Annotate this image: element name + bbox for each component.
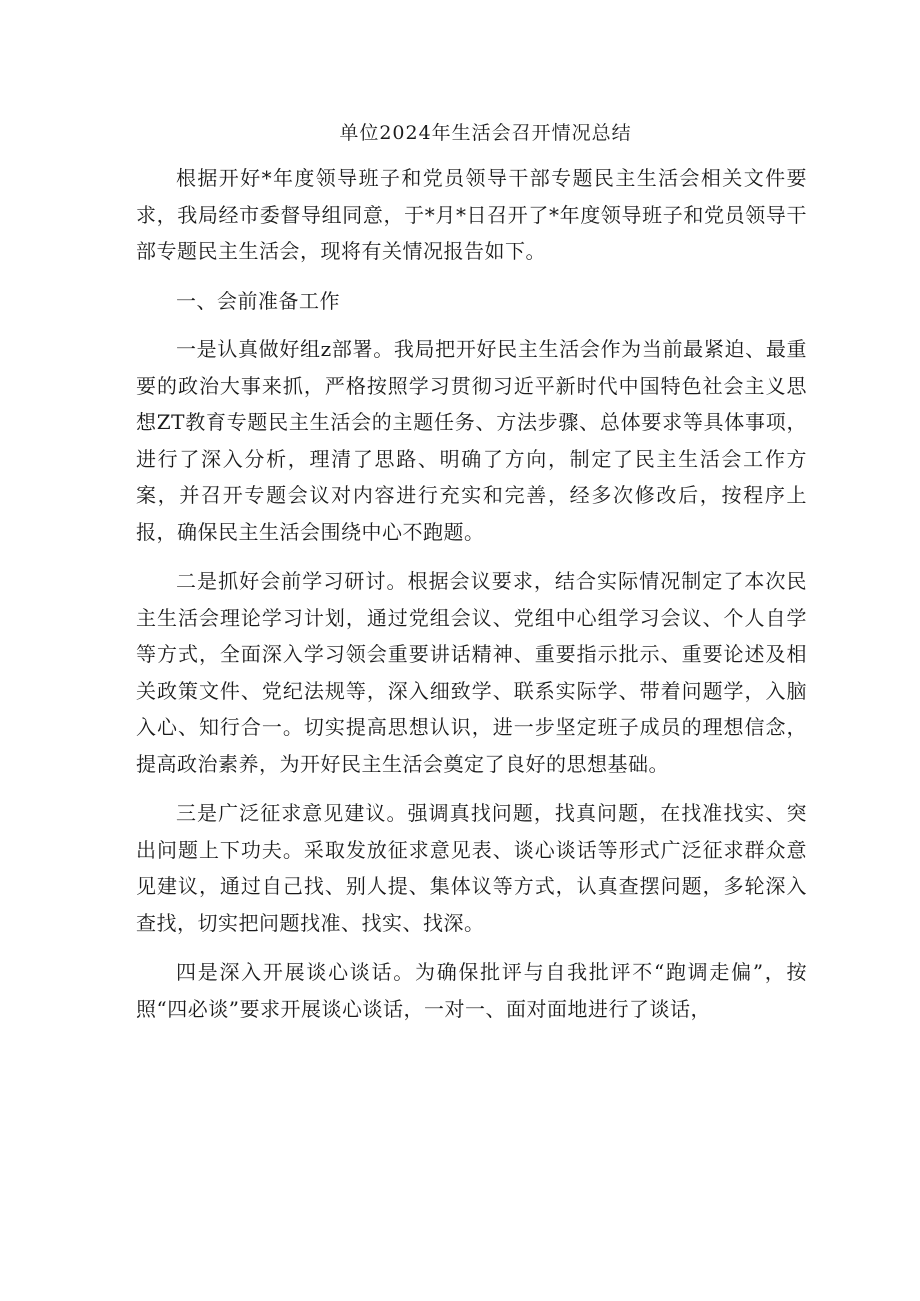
paragraph-opinions: 三是广泛征求意见建议。强调真找问题，找真问题，在找准找实、突出问题上下功夫。采取发放征求意见表、谈心谈话等形式广泛征求群众意见建议，通过自己找、别人提、集体议等方式，认真查摆问题，多轮深入查找，切实把问题找准、找实、找深。 [136,801,807,935]
paragraph-deployment: 一是认真做好组z部署。我局把开好民主生活会作为当前最紧迫、最重要的政治大事来抓，严格按照学习贯彻习近平新时代中国特色社会主义思想ZT教育专题民主生活会的主题任务、方法步骤、总体要求等具体事项，进行了深入分析，理清了思路、明确了方向，制定了民主生活会工作方案，并召开专题会议对内容进行充实和完善，经多次修改后，按程序上报，确保民主生活会围绕中心不跑题。 [136,337,807,544]
document-title: 单位2024年生活会召开情况总结 [339,122,632,144]
paragraph-intro: 根据开好*年度领导班子和党员领导干部专题民主生活会相关文件要求，我局经市委督导组同意，于*月*日召开了*年度领导班子和党员领导干部专题民主生活会，现将有关情况报告如下。 [136,166,807,263]
paragraph-talks: 四是深入开展谈心谈话。为确保批评与自我批评不“跑调走偏”，按照“四必谈”要求开展谈心谈话，一对一、面对面地进行了谈话， [136,960,807,1021]
section-heading-preparation: 一、会前准备工作 [176,288,340,313]
paragraph-study: 二是抓好会前学习研讨。根据会议要求，结合实际情况制定了本次民主生活会理论学习计划，通过党组会议、党组中心组学习会议、个人自学等方式，全面深入学习领会重要讲话精神、重要指示批示、重要论述及相关政策文件、党纪法规等，深入细致学、联系实际学、带着问题学，入脑入心、知行合一。切实提高思想认识，进一步坚定班子成员的理想信念，提高政治素养，为开好民主生活会奠定了良好的思想基础。 [136,569,807,776]
